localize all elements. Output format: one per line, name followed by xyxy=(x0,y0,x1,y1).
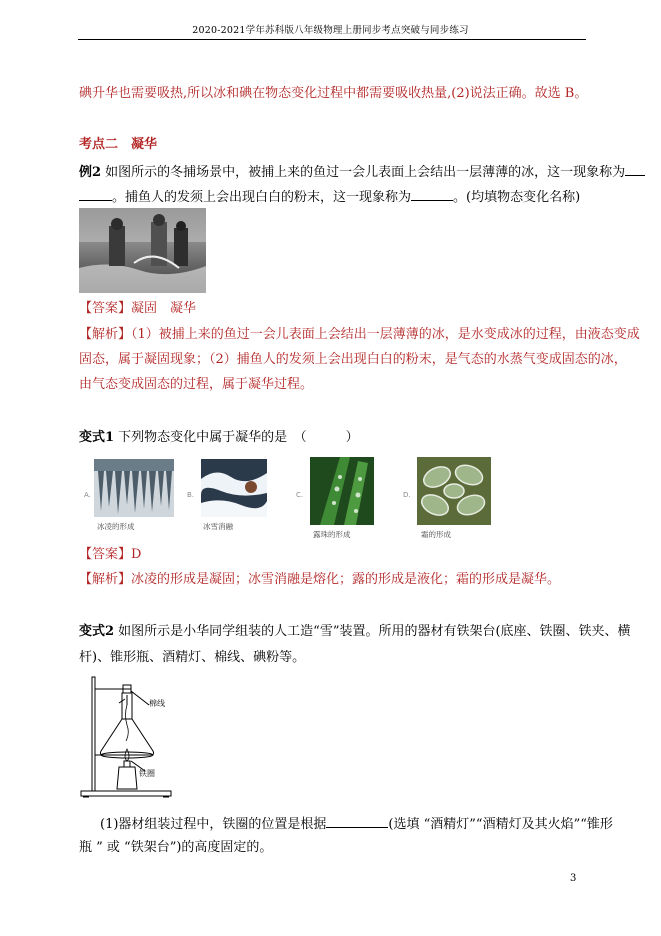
answer-label: 【答案】 xyxy=(79,301,132,316)
variant2-line2: 杆)、锥形瓶、酒精灯、棉线、碘粉等。 xyxy=(79,650,306,665)
example2-label: 例2 xyxy=(79,165,102,180)
analysis-label: 【解析】 xyxy=(79,572,132,587)
option-c[interactable] xyxy=(293,455,403,540)
variant2-label: 变式2 xyxy=(79,624,115,639)
frost-photo xyxy=(417,457,491,525)
melting-snow-photo xyxy=(201,459,267,517)
variant1-question xyxy=(79,430,359,446)
variant1-label: 变式1 xyxy=(79,430,115,445)
cotton-label: 棉线 xyxy=(149,699,165,708)
option-d-letter: D. xyxy=(403,491,411,499)
option-d-caption: 霜的形成 xyxy=(421,530,451,539)
variant1-analysis xyxy=(79,572,560,588)
variant1-options xyxy=(79,455,519,540)
example2-text2: 。捕鱼人的发须上会出现白白的粉末，这一现象称为 xyxy=(112,190,412,205)
dew-photo xyxy=(310,457,374,525)
answer-text: D xyxy=(131,547,142,562)
option-b-letter: B. xyxy=(187,491,195,499)
example2-analysis-line1 xyxy=(79,327,640,343)
blank-1a xyxy=(625,163,645,176)
intro-text: 碘升华也需要吸热,所以冰和碘在物态变化过程中都需要吸收热量,(2)说法正确。故选 B。 xyxy=(79,86,588,101)
blank-1b xyxy=(79,188,112,201)
variant2-q1-line1 xyxy=(100,815,613,833)
example2-line1 xyxy=(79,163,645,181)
blank-2 xyxy=(411,188,453,201)
example2-analysis-line2: 固态，属于凝固现象；（2）捕鱼人的发须上会出现白白的粉末，是气态的水蒸气变成固态的冰， xyxy=(79,352,627,367)
option-b[interactable] xyxy=(187,455,297,540)
q1-text-b: (选填 “酒精灯”“酒精灯及其火焰”“锥形 xyxy=(388,817,613,832)
variant1-text: 下列物态变化中属于凝华的是 （ ） xyxy=(114,430,359,445)
option-a-letter: A. xyxy=(84,491,91,499)
option-d[interactable] xyxy=(401,455,511,540)
page-number: 3 xyxy=(570,873,577,884)
option-c-caption: 露珠的形成 xyxy=(313,530,351,539)
page-header: 2020-2021学年苏科版八年级物理上册同步考点突破与同步练习 xyxy=(192,25,469,36)
winter-fishing-photo xyxy=(79,208,206,293)
variant2-q1-line2: 瓶 ” 或 “铁架台”)的高度固定的。 xyxy=(79,840,273,855)
q1-text-a: (1)器材组装过程中，铁圈的位置是根据 xyxy=(100,817,327,832)
example2-line2 xyxy=(79,188,580,206)
variant1-answer xyxy=(79,547,141,563)
example2-answer xyxy=(79,301,196,317)
icicle-photo xyxy=(94,459,174,517)
header-divider xyxy=(78,39,586,40)
snow-apparatus-diagram xyxy=(79,675,174,800)
answer-text: 凝固 凝华 xyxy=(131,301,197,316)
variant2-line1 xyxy=(79,624,631,640)
section-title: 考点二 凝华 xyxy=(79,137,158,152)
example2-analysis-line3: 由气态变成固态的过程，属于凝华过程。 xyxy=(79,377,314,392)
option-c-letter: C. xyxy=(296,491,304,499)
example2-text3: 。(均填物态变化名称) xyxy=(453,190,581,205)
variant2-text1: 如图所示是小华同学组装的人工造“雪”装置。所用的器材有铁架台(底座、铁圈、铁夹、横 xyxy=(114,624,631,639)
answer-label: 【答案】 xyxy=(79,547,132,562)
option-b-caption: 冰雪消融 xyxy=(203,522,233,531)
analysis-text: 冰凌的形成是凝固；冰雪消融是熔化；露的形成是液化；霜的形成是凝华。 xyxy=(131,572,561,587)
ring-label: 铁圈 xyxy=(139,769,155,778)
analysis-label: 【解析】 xyxy=(79,327,132,342)
option-a-caption: 冰凌的形成 xyxy=(97,522,135,531)
blank-q1 xyxy=(326,815,388,828)
example2-text1: 如图所示的冬捕场景中，被捕上来的鱼过一会儿表面上会结出一层薄薄的冰，这一现象称为 xyxy=(101,165,626,180)
option-a[interactable] xyxy=(79,455,189,540)
analysis-text1: （1）被捕上来的鱼过一会儿表面上会结出一层薄薄的冰，是水变成冰的过程，由液态变成 xyxy=(131,327,640,342)
